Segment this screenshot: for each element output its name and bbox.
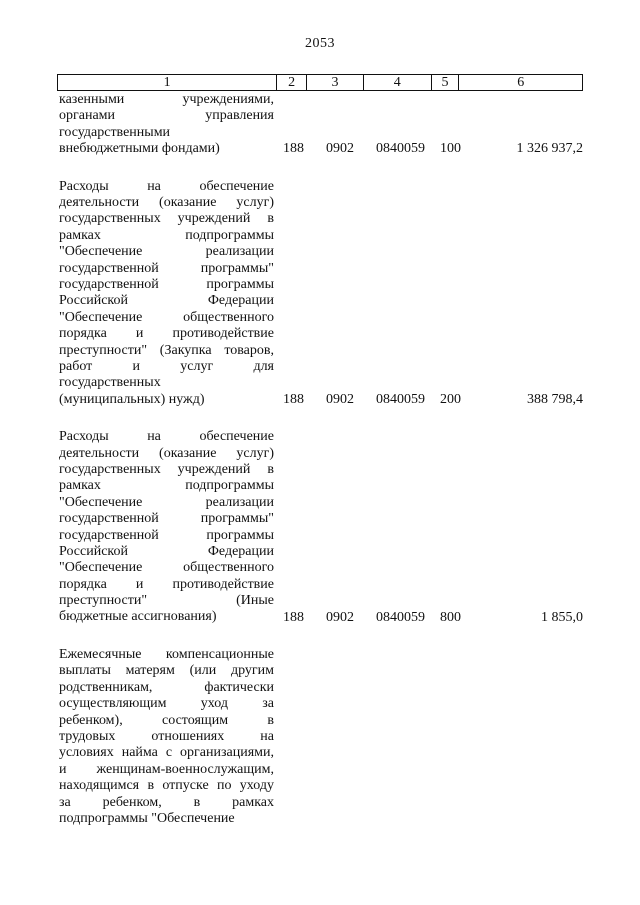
description-line: находящимся в отпуске по уходу <box>59 778 274 794</box>
cell-c4: 0840059 <box>376 391 425 407</box>
description-line: государственной программы" <box>59 511 274 527</box>
cell-c5: 100 <box>440 141 461 157</box>
description-line: "Обеспечение общественного <box>59 309 274 325</box>
cell-c6: 1 855,0 <box>541 609 583 625</box>
header-col-4: 4 <box>364 75 432 90</box>
cell-c2: 188 <box>283 391 304 407</box>
description-line: рамках подпрограммы <box>59 227 274 243</box>
description-line: преступности" (Иные <box>59 593 274 609</box>
description-line: условиях найма с организациями, <box>59 745 274 761</box>
cell-c3: 0902 <box>326 391 354 407</box>
cell-c6: 388 798,4 <box>527 391 583 407</box>
description-line: Российской Федерации <box>59 293 274 309</box>
description-line: государственных учреждений в <box>59 461 274 477</box>
description-line: государственной программы <box>59 527 274 543</box>
header-col-5: 5 <box>432 75 460 90</box>
description-line: работ и услуг для <box>59 358 274 374</box>
cell-c3: 0902 <box>326 609 354 625</box>
description-line: Российской Федерации <box>59 543 274 559</box>
cell-c3: 0902 <box>326 141 354 157</box>
cell-c4: 0840059 <box>376 141 425 157</box>
cell-c5: 200 <box>440 391 461 407</box>
description-line: государственными <box>59 124 171 140</box>
page-number: 2053 <box>305 36 335 51</box>
description-line: деятельности (оказание услуг) <box>59 194 274 210</box>
description-line: государственных <box>59 375 161 391</box>
description-line: рамках подпрограммы <box>59 478 274 494</box>
description-line: (муниципальных) нужд) <box>59 391 205 407</box>
cell-c4: 0840059 <box>376 609 425 625</box>
row-description <box>59 429 274 626</box>
description-line: государственных учреждений в <box>59 211 274 227</box>
cell-c5: 800 <box>440 609 461 625</box>
row-description <box>59 179 274 408</box>
description-line: органами управления <box>59 108 274 124</box>
description-line: преступности" (Закупка товаров, <box>59 342 274 358</box>
header-col-3: 3 <box>307 75 364 90</box>
description-line: Расходы на обеспечение <box>59 429 274 445</box>
header-col-2: 2 <box>277 75 307 90</box>
description-line: порядка и противодействие <box>59 576 274 592</box>
header-col-1: 1 <box>58 75 277 90</box>
cell-c2: 188 <box>283 609 304 625</box>
description-line: внебюджетными фондами) <box>59 141 220 157</box>
description-line: деятельности (оказание услуг) <box>59 445 274 461</box>
description-line: подпрограммы "Обеспечение <box>59 810 235 826</box>
table-header-row <box>57 74 583 91</box>
description-line: родственникам, фактически <box>59 679 274 695</box>
description-line: Расходы на обеспечение <box>59 178 274 194</box>
description-line: порядка и противодействие <box>59 326 274 342</box>
description-line: трудовых отношениях на <box>59 728 274 744</box>
description-line: осуществляющим уход за <box>59 696 274 712</box>
table-row <box>0 429 640 626</box>
cell-c2: 188 <box>283 141 304 157</box>
description-line: за ребенком, в рамках <box>59 794 274 810</box>
cell-c6: 1 326 937,2 <box>516 141 583 157</box>
description-line: государственной программы <box>59 276 274 292</box>
description-line: выплаты матерям (или другим <box>59 663 274 679</box>
description-line: ребенком), состоящим в <box>59 712 274 728</box>
description-line: Ежемесячные компенсационные <box>59 647 274 662</box>
description-line: "Обеспечение реализации <box>59 494 274 510</box>
row-description <box>59 92 274 158</box>
table-row <box>0 179 640 409</box>
description-line: казенными учреждениями, <box>59 92 274 107</box>
table-row <box>0 92 640 158</box>
description-line: "Обеспечение общественного <box>59 560 274 576</box>
description-line: и женщинам-военнослужащим, <box>59 761 274 777</box>
header-col-6: 6 <box>517 75 525 90</box>
row-description <box>59 647 274 827</box>
description-line: бюджетные ассигнования) <box>59 609 217 625</box>
table-row <box>0 647 640 827</box>
description-line: "Обеспечение реализации <box>59 244 274 260</box>
description-line: государственной программы" <box>59 260 274 276</box>
